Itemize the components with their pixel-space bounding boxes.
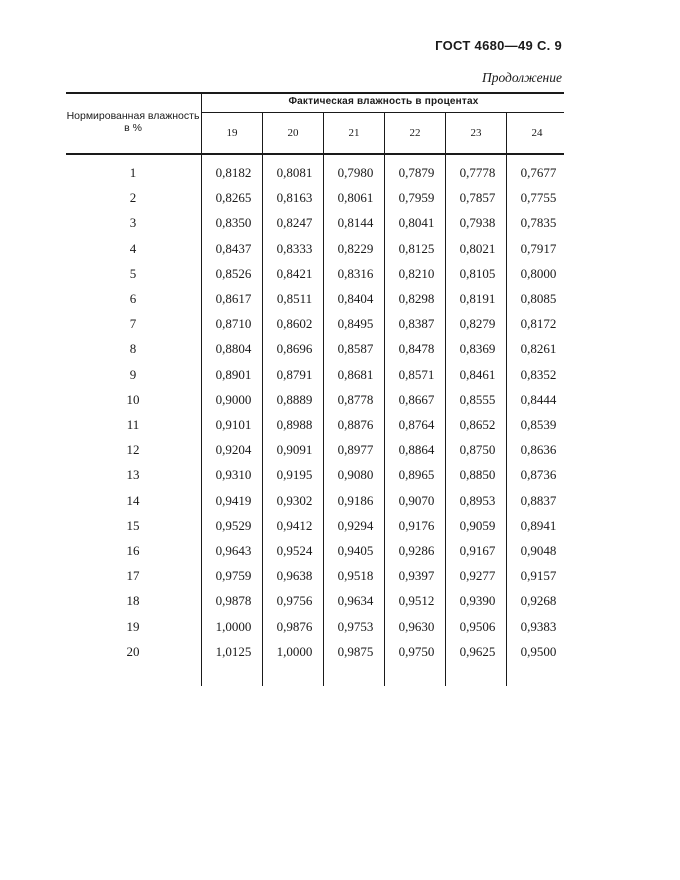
- table-cell: 0,8736: [520, 467, 557, 482]
- column-header: 19: [226, 127, 238, 139]
- row-label: 1: [129, 165, 137, 180]
- row-label: 7: [129, 316, 137, 331]
- table-cell: 0,7755: [520, 190, 557, 205]
- table-cell: 0,9186: [337, 493, 374, 508]
- table-cell: 0,8404: [337, 291, 374, 306]
- table-cell: 0,9643: [215, 543, 252, 558]
- table-cell: 0,8750: [459, 442, 496, 457]
- table-cell: 0,7879: [398, 165, 435, 180]
- column-header: 21: [348, 127, 360, 139]
- group-header: Фактическая влажность в процентах: [288, 96, 479, 107]
- table-cell: 0,9048: [520, 543, 557, 558]
- table-cell: 0,8172: [520, 316, 557, 331]
- row-label: 2: [129, 190, 137, 205]
- table-cell: 1,0000: [215, 619, 252, 634]
- table-cell: 0,8977: [337, 442, 374, 457]
- table-cell: 0,9630: [398, 619, 435, 634]
- table-cell: 0,9529: [215, 518, 252, 533]
- row-label: 12: [126, 442, 140, 457]
- table-cell: 0,9500: [520, 644, 557, 659]
- table-cell: 0,9302: [276, 493, 313, 508]
- table-cell: 0,8229: [337, 241, 374, 256]
- table-cell: 0,9518: [337, 568, 374, 583]
- table-cell: 0,7938: [459, 215, 496, 230]
- table-cell: 0,9176: [398, 518, 435, 533]
- table-cell: 0,8000: [520, 266, 557, 281]
- table-header-rule: [66, 153, 564, 155]
- row-label: 16: [126, 543, 140, 558]
- row-label: 13: [126, 467, 140, 482]
- table-cell: 0,9000: [215, 392, 252, 407]
- table-cell: 0,9756: [276, 593, 313, 608]
- row-label: 15: [126, 518, 140, 533]
- table-cell: 0,8778: [337, 392, 374, 407]
- table-cell: 0,7677: [520, 165, 557, 180]
- table-cell: 0,8696: [276, 341, 313, 356]
- table-cell: 0,8163: [276, 190, 313, 205]
- column-divider: [201, 94, 202, 686]
- table-cell: 0,7778: [459, 165, 496, 180]
- table-cell: 0,8988: [276, 417, 313, 432]
- table-cell: 0,8421: [276, 266, 313, 281]
- table-cell: 0,9277: [459, 568, 496, 583]
- table-cell: 0,9753: [337, 619, 374, 634]
- table-cell: 0,8636: [520, 442, 557, 457]
- table-cell: 0,8352: [520, 367, 557, 382]
- row-label: 11: [126, 417, 140, 432]
- continuation-label: Продолжение: [481, 70, 562, 85]
- table-cell: 0,8587: [337, 341, 374, 356]
- table-cell: 0,9157: [520, 568, 557, 583]
- table-cell: 0,8667: [398, 392, 435, 407]
- table-cell: 0,9390: [459, 593, 496, 608]
- table-cell: 0,8316: [337, 266, 374, 281]
- table-cell: 0,8461: [459, 367, 496, 382]
- table-cell: 0,8041: [398, 215, 435, 230]
- table-cell: 0,8511: [276, 291, 313, 306]
- row-label: 5: [129, 266, 137, 281]
- row-label: 3: [129, 215, 137, 230]
- table-cell: 0,8602: [276, 316, 313, 331]
- group-header-rule: [202, 112, 564, 113]
- table-cell: 0,7980: [337, 165, 374, 180]
- table-cell: 0,8191: [459, 291, 496, 306]
- table-cell: 0,9204: [215, 442, 252, 457]
- table-cell: 0,8941: [520, 518, 557, 533]
- table-cell: 1,0000: [276, 644, 313, 659]
- table-cell: 0,9876: [276, 619, 313, 634]
- table-cell: 0,8571: [398, 367, 435, 382]
- table-cell: 0,8652: [459, 417, 496, 432]
- table-cell: 0,7959: [398, 190, 435, 205]
- column-header: 20: [287, 127, 299, 139]
- row-label: 20: [126, 644, 140, 659]
- table-cell: 0,8539: [520, 417, 557, 432]
- table-cell: 0,8681: [337, 367, 374, 382]
- table-cell: 0,9383: [520, 619, 557, 634]
- table-cell: 0,8837: [520, 493, 557, 508]
- table-cell: 0,7917: [520, 241, 557, 256]
- table-cell: 0,9101: [215, 417, 252, 432]
- table-cell: 0,9750: [398, 644, 435, 659]
- table-cell: 0,8710: [215, 316, 252, 331]
- page-header: ГОСТ 4680—49 С. 9: [435, 38, 562, 53]
- table-cell: 0,8021: [459, 241, 496, 256]
- table-cell: 0,9412: [276, 518, 313, 533]
- table-cell: 0,8444: [520, 392, 557, 407]
- table-cell: 0,8182: [215, 165, 252, 180]
- table-cell: 0,9294: [337, 518, 374, 533]
- table-cell: 0,8105: [459, 266, 496, 281]
- table-cell: 0,8850: [459, 467, 496, 482]
- table-cell: 0,9268: [520, 593, 557, 608]
- table-cell: 0,9091: [276, 442, 313, 457]
- table-cell: 0,9878: [215, 593, 252, 608]
- table-cell: 0,8953: [459, 493, 496, 508]
- table-cell: 0,9286: [398, 543, 435, 558]
- row-label: 18: [126, 593, 140, 608]
- table-cell: 0,9167: [459, 543, 496, 558]
- table-cell: 0,9195: [276, 467, 313, 482]
- table-cell: 0,9310: [215, 467, 252, 482]
- table-cell: 0,9524: [276, 543, 313, 558]
- row-label: 17: [126, 568, 140, 583]
- table-cell: 0,9759: [215, 568, 252, 583]
- table-cell: 0,8864: [398, 442, 435, 457]
- table-cell: 0,8889: [276, 392, 313, 407]
- table-cell: 0,8495: [337, 316, 374, 331]
- table-cell: 0,8437: [215, 241, 252, 256]
- table-cell: 0,9070: [398, 493, 435, 508]
- table-cell: 0,8279: [459, 316, 496, 331]
- table-cell: 0,9512: [398, 593, 435, 608]
- column-header: 22: [409, 127, 421, 139]
- table-cell: 0,7857: [459, 190, 496, 205]
- table-cell: 0,8876: [337, 417, 374, 432]
- column-header: 24: [531, 127, 543, 139]
- row-label: 14: [126, 493, 140, 508]
- table-cell: 0,9397: [398, 568, 435, 583]
- table-cell: 0,8387: [398, 316, 435, 331]
- table-cell: 0,8617: [215, 291, 252, 306]
- table-cell: 0,8125: [398, 241, 435, 256]
- table-cell: 0,9080: [337, 467, 374, 482]
- table-top-rule: [66, 92, 564, 94]
- table-cell: 0,8478: [398, 341, 435, 356]
- table-cell: 0,9405: [337, 543, 374, 558]
- table-cell: 0,8791: [276, 367, 313, 382]
- row-label: 4: [129, 241, 137, 256]
- table-cell: 0,8764: [398, 417, 435, 432]
- table-cell: 0,8081: [276, 165, 313, 180]
- table-cell: 0,7835: [520, 215, 557, 230]
- table-cell: 0,9634: [337, 593, 374, 608]
- table-cell: 1,0125: [215, 644, 252, 659]
- table-cell: 0,8085: [520, 291, 557, 306]
- table-cell: 0,8901: [215, 367, 252, 382]
- row-label: 8: [129, 341, 137, 356]
- table-cell: 0,8265: [215, 190, 252, 205]
- table-cell: 0,8210: [398, 266, 435, 281]
- table-cell: 0,8350: [215, 215, 252, 230]
- table-cell: 0,8333: [276, 241, 313, 256]
- table-cell: 0,8061: [337, 190, 374, 205]
- table-cell: 0,9625: [459, 644, 496, 659]
- table-cell: 0,9875: [337, 644, 374, 659]
- table-cell: 0,8804: [215, 341, 252, 356]
- table-cell: 0,8555: [459, 392, 496, 407]
- stub-header: Нормированная влажность в %: [66, 110, 200, 134]
- table-cell: 0,8965: [398, 467, 435, 482]
- table-cell: 0,9506: [459, 619, 496, 634]
- row-label: 19: [126, 619, 140, 634]
- column-header: 23: [470, 127, 482, 139]
- row-label: 6: [129, 291, 137, 306]
- table-cell: 0,8247: [276, 215, 313, 230]
- table-cell: 0,8261: [520, 341, 557, 356]
- table-cell: 0,9059: [459, 518, 496, 533]
- row-label: 9: [129, 367, 137, 382]
- table-cell: 0,9419: [215, 493, 252, 508]
- table-cell: 0,8298: [398, 291, 435, 306]
- row-label: 10: [126, 392, 140, 407]
- table-cell: 0,8369: [459, 341, 496, 356]
- table-cell: 0,8526: [215, 266, 252, 281]
- table-cell: 0,9638: [276, 568, 313, 583]
- table-cell: 0,8144: [337, 215, 374, 230]
